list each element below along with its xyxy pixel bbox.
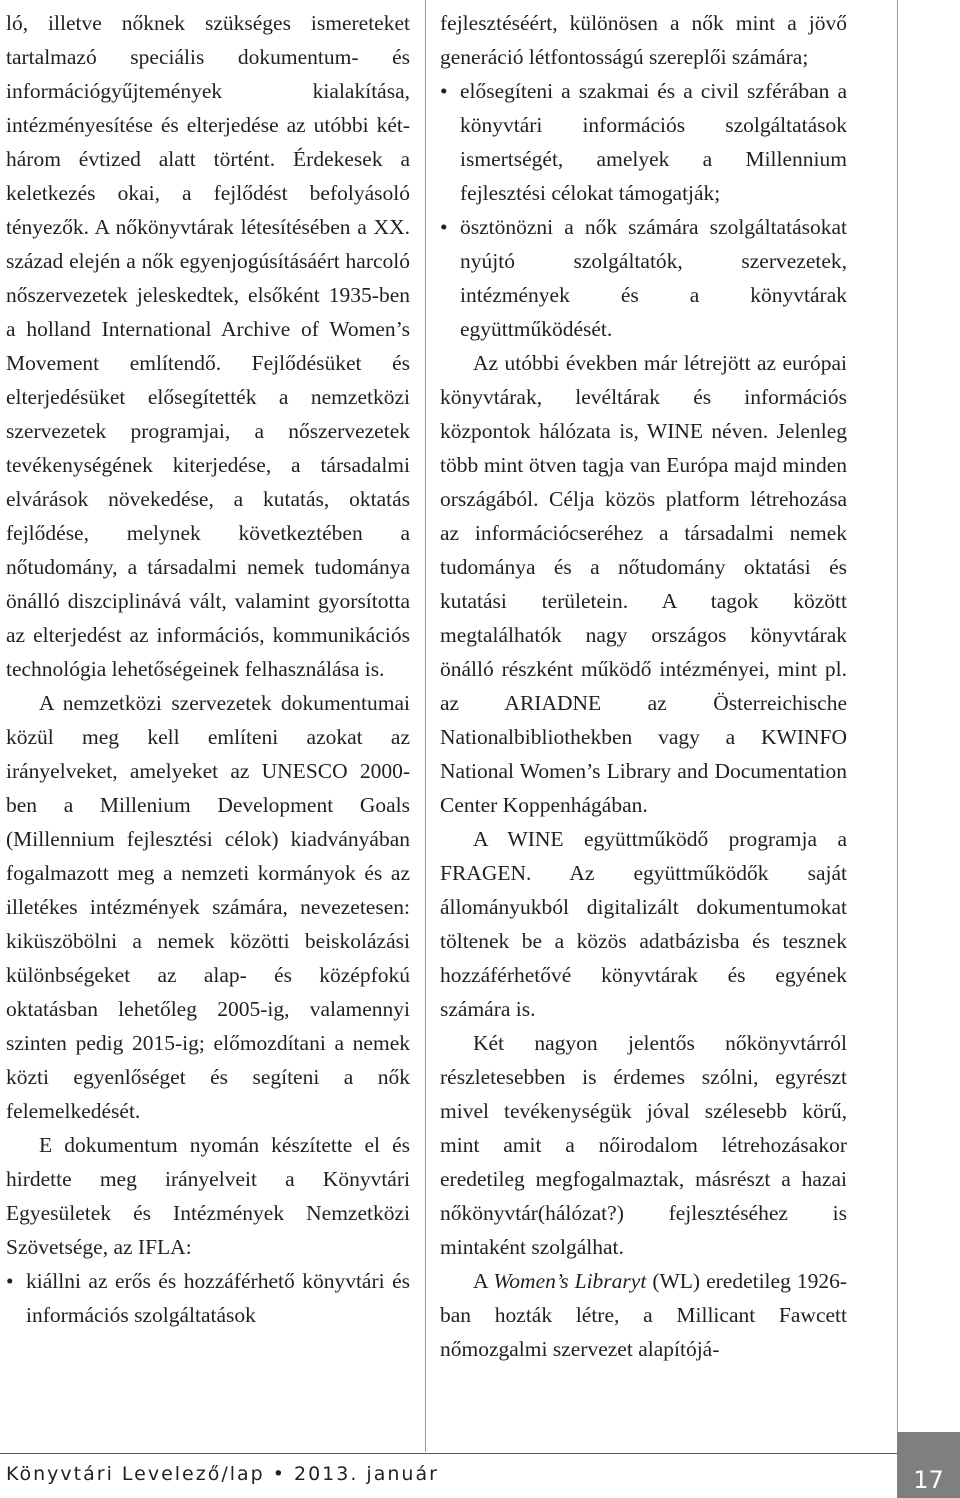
page-number: 17 (913, 1466, 944, 1494)
bullet-item-3 (440, 210, 847, 346)
column-divider (425, 0, 426, 1452)
page-number-box (897, 1432, 960, 1498)
bullet-item-2 (440, 74, 847, 210)
margin-rule (897, 0, 898, 1432)
paragraph-7-lead: A (473, 1269, 494, 1293)
left-text-column (6, 6, 410, 1332)
paragraph-7-italic-title: Women’s Libraryt (493, 1269, 647, 1293)
running-title: Könyvtári Levelező/lap • 2013. január (6, 1463, 439, 1485)
paragraph-2: A nemzetközi szervezetek dokumentumai közül meg kell említeni azokat az irányelveket, amelyeket az UNESCO 2000-ben a Millenium Development Goals (Millennium fejlesztési célok) kiadványában fogalmazott meg a nemzeti kormányok és az illetékes intézmények számára, nevezetesen: kiküszöbölni a nemek közötti beiskolázási különbségeket az alap- és középfokú oktatásban lehetőleg 2005-ig, valamennyi szinten pedig 2015-ig; előmozdítani a nemek közti egyenlőséget és segíteni a nők felemelkedését. (6, 691, 410, 1123)
right-text-column (440, 6, 847, 1366)
bullet-item-2-text: elősegíteni a szakmai és a civil szférában a könyvtári információs szolgáltatások ismertségét, amelyek a Millennium fejlesztési célokat támogatják; (460, 79, 847, 205)
bullet-symbol: • (440, 79, 448, 103)
paragraph-6: Két nagyon jelentős nőkönyvtárról részletesebben is érdemes szólni, egyrészt mivel tevékenységük jóval szélesebb körű, mint amit a nőirodalom létrehozásakor eredetileg megfogalmaztak, másrészt a hazai nőkönyvtár(hálózat?) fejlesztéséhez is mintaként szolgálhat. (440, 1031, 847, 1259)
paragraph-1: ló, illetve nőknek szükséges ismereteket tartalmazó speciális dokumentum- és információgyűjtemények kialakítása, intézményesítése és elterjedése az utóbbi két-három évtized alatt történt. Érdekesek a keletkezés okai, a fejlődést befolyásoló tényezők. A nőkönyvtárak létesítésében a XX. század elején a nők egyenjogúsításáért harcoló nőszervezetek jeleskedtek, elsőként 1935-ben a holland International Archive of Women’s Movement említendő. Fejlődésüket és elterjedésüket elősegítették a nemzetközi szervezetek programjai, a nőszervezetek tevékenységének kiterjedése, a társadalmi elvárások növekedése, a kutatás, oktatás fejlődése, melynek következtében a nőtudomány, a társadalmi nemek tudománya önálló diszciplinává vált, valamint gyorsította az elterjedést az információs, kommunikációs technológia lehetőségeinek felhasználása is. (6, 11, 410, 681)
paragraph-5: A WINE együttműködő programja a FRAGEN. Az együttműködők saját állományukból digitalizált dokumentumokat töltenek be a közös adatbázisba és tesznek hozzáférhetővé könyvtárak és egyének számára is. (440, 827, 847, 1021)
paragraph-7-rest: (WL) eredetileg 1926-ban hozták létre, a Millicant Fawcett nőmozgalmi szervezet alapítójá- (440, 1269, 847, 1361)
bullet-item-1-text: kiállni az erős és hozzáférhető könyvtári és információs szolgáltatások (26, 1269, 410, 1327)
bullet-symbol: • (440, 215, 448, 239)
paragraph-3: E dokumentum nyomán készítette el és hirdette meg irányelveit a Könyvtári Egyesületek és Intézmények Nemzetközi Szövetsége, az IFLA: (6, 1133, 410, 1259)
paragraph-4: Az utóbbi években már létrejött az európai könyvtárak, levéltárak és információs központok hálózata is, WINE néven. Jelenleg több mint ötven tagja van Európa majd minden országából. Célja közös platform létrehozása az információcseréhez a társadalmi nemek tudománya és a nőtudomány oktatási és kutatási területein. A tagok között megtalálhatók nagy országos könyvtárak önálló részként működő intézményei, mint pl. az ARIADNE az Österreichische Nationalbibliothekben vagy a KWINFO National Women’s Library and Documentation Center Koppenhágában. (440, 351, 847, 817)
paragraph-7 (440, 1264, 847, 1366)
bullet-symbol: • (6, 1269, 14, 1293)
bullet-item-3-text: ösztönözni a nők számára szolgáltatásokat nyújtó szolgáltatók, szervezetek, intézmények és a könyvtárak együttműködését. (460, 215, 847, 341)
bullet-item-1 (6, 1264, 410, 1332)
bullet-item-1-continued: fejlesztéséért, különösen a nők mint a jövő generáció létfontosságú szereplői számára; (440, 11, 847, 69)
footer-rule (0, 1453, 897, 1454)
